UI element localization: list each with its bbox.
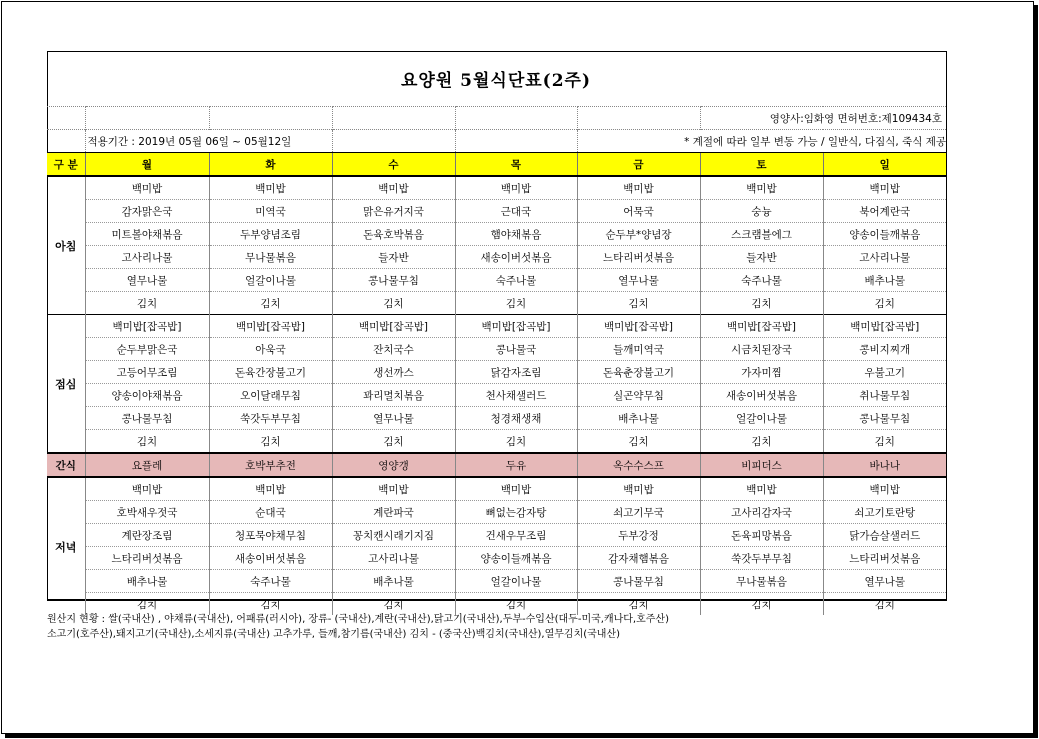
menu-item: 두부강정 (577, 524, 700, 547)
menu-item: 콩나물무침 (577, 570, 700, 593)
snack-row (47, 453, 946, 477)
menu-item: 백미밥[잡곡밥] (577, 315, 700, 338)
menu-item: 쇠고기무국 (577, 501, 700, 524)
day-header-row (47, 153, 946, 177)
menu-item: 북어계란국 (823, 200, 946, 223)
menu-item: 김치 (577, 593, 700, 616)
snack-item: 영양갱 (332, 453, 455, 477)
menu-item: 숙주나물 (700, 269, 823, 292)
menu-item: 가자미찜 (700, 361, 823, 384)
menu-item: 순대국 (209, 501, 332, 524)
menu-item: 콩나물무침 (85, 407, 209, 430)
lunch-row (47, 384, 946, 407)
page-title: 요양원 5월식단표(2주) (400, 71, 592, 91)
menu-item: 쑥갓두부무침 (700, 547, 823, 570)
menu-item: 실곤약무침 (577, 384, 700, 407)
menu-item: 배추나물 (577, 407, 700, 430)
menu-item: 백미밥 (209, 477, 332, 501)
menu-item: 고사리나물 (332, 547, 455, 570)
lunch-row (47, 430, 946, 454)
menu-item: 김치 (209, 430, 332, 454)
breakfast-row (47, 176, 946, 200)
menu-item: 백미밥 (455, 176, 577, 200)
menu-item: 백미밥 (332, 176, 455, 200)
menu-item: 김치 (455, 430, 577, 454)
menu-item: 느타리버섯볶음 (577, 246, 700, 269)
menu-item: 근대국 (455, 200, 577, 223)
breakfast-row (47, 223, 946, 246)
menu-item: 계란파국 (332, 501, 455, 524)
day-header: 금 (577, 153, 700, 177)
menu-item: 백미밥[잡곡밥] (332, 315, 455, 338)
nutritionist-row (47, 107, 946, 130)
lunch-row (47, 361, 946, 384)
day-header: 수 (332, 153, 455, 177)
origin-line-2: 소고기(호주산),돼지고기(국내산),소세지류(국내산) 고추가루, 들깨,참기름(국내산) 김치 - (중국산)백김치(국내산),열무김치(국내산) (47, 629, 621, 640)
menu-item: 배추나물 (85, 570, 209, 593)
menu-item: 돈육간장불고기 (209, 361, 332, 384)
menu-item: 백미밥[잡곡밥] (700, 315, 823, 338)
dinner-row (47, 570, 946, 593)
menu-item: 느타리버섯볶음 (823, 547, 946, 570)
breakfast-row (47, 200, 946, 223)
menu-item: 돈육춘장불고기 (577, 361, 700, 384)
menu-body (47, 153, 946, 616)
lunch-row (47, 315, 946, 338)
menu-item: 꽈리멸치볶음 (332, 384, 455, 407)
menu-item: 새송이버섯볶음 (700, 384, 823, 407)
menu-item: 숙주나물 (209, 570, 332, 593)
menu-item: 맑은유거지국 (332, 200, 455, 223)
menu-item: 콩나물무침 (823, 407, 946, 430)
menu-item: 숭늉 (700, 200, 823, 223)
snack-item: 바나나 (823, 453, 946, 477)
day-header: 일 (823, 153, 946, 177)
menu-item: 닭가슴살샐러드 (823, 524, 946, 547)
menu-item: 김치 (85, 430, 209, 454)
nutritionist-info: 영양사:임화영 면허번호:제109434호 (700, 107, 946, 130)
menu-item: 얼갈이나물 (455, 570, 577, 593)
snack-item: 요플레 (85, 453, 209, 477)
menu-item: 김치 (209, 593, 332, 616)
menu-item: 새송이버섯볶음 (209, 547, 332, 570)
dinner-row (47, 547, 946, 570)
breakfast-row (47, 292, 946, 315)
menu-item: 뼈없는감자탕 (455, 501, 577, 524)
menu-item: 시금치된장국 (700, 338, 823, 361)
menu-item: 열무나물 (823, 570, 946, 593)
dinner-label: 저녁 (55, 540, 77, 554)
menu-item: 꽁치캔시래기지짐 (332, 524, 455, 547)
menu-item: 열무나물 (577, 269, 700, 292)
day-header: 목 (455, 153, 577, 177)
menu-item: 백미밥 (823, 176, 946, 200)
menu-item: 김치 (700, 292, 823, 315)
menu-item: 청경채생채 (455, 407, 577, 430)
menu-table (47, 106, 946, 615)
menu-item: 두부양념조림 (209, 223, 332, 246)
breakfast-row (47, 246, 946, 269)
menu-item: 닭감자조림 (455, 361, 577, 384)
menu-item: 무나물볶음 (700, 570, 823, 593)
menu-item: 들깨미역국 (577, 338, 700, 361)
menu-item: 김치 (209, 292, 332, 315)
menu-item: 백미밥 (85, 477, 209, 501)
menu-item: 김치 (577, 292, 700, 315)
day-header: 월 (85, 153, 209, 177)
breakfast-row (47, 269, 946, 292)
menu-item: 잔치국수 (332, 338, 455, 361)
origin-info (47, 612, 669, 642)
snack-label: 간식 (47, 453, 85, 477)
menu-item: 양송이야채볶음 (85, 384, 209, 407)
menu-item: 감자채햄볶음 (577, 547, 700, 570)
dinner-row (47, 524, 946, 547)
menu-item: 감자맑은국 (85, 200, 209, 223)
lunch-label: 점심 (47, 315, 85, 454)
menu-item: 미트볼야채볶음 (85, 223, 209, 246)
menu-item: 청포묵야채무침 (209, 524, 332, 547)
menu-item: 콩비지찌개 (823, 338, 946, 361)
menu-item: 고사리나물 (823, 246, 946, 269)
menu-item: 어묵국 (577, 200, 700, 223)
dinner-row (47, 501, 946, 524)
snack-item: 호박부추전 (209, 453, 332, 477)
menu-item: 백미밥 (209, 176, 332, 200)
menu-item: 양송이들깨볶음 (455, 547, 577, 570)
menu-item: 백미밥 (332, 477, 455, 501)
menu-item: 호박새우젓국 (85, 501, 209, 524)
menu-item: 콩나물국 (455, 338, 577, 361)
menu-item: 김치 (577, 430, 700, 454)
menu-item: 백미밥 (823, 477, 946, 501)
menu-item: 김치 (455, 292, 577, 315)
menu-item: 김치 (85, 593, 209, 616)
menu-item: 김치 (823, 430, 946, 454)
menu-item: 백미밥 (700, 477, 823, 501)
menu-item: 김치 (85, 292, 209, 315)
menu-item: 양송이들깨볶음 (823, 223, 946, 246)
menu-item: 김치 (455, 593, 577, 616)
breakfast-label: 아침 (55, 239, 77, 253)
menu-item: 배추나물 (823, 269, 946, 292)
menu-item: 백미밥[잡곡밥] (823, 315, 946, 338)
menu-item: 생선까스 (332, 361, 455, 384)
menu-item: 배추나물 (332, 570, 455, 593)
menu-item: 무나물볶음 (209, 246, 332, 269)
dinner-row (47, 477, 946, 501)
day-header: 토 (700, 153, 823, 177)
menu-item: 김치 (332, 430, 455, 454)
menu-item: 들자반 (700, 246, 823, 269)
menu-item: 순두부맑은국 (85, 338, 209, 361)
menu-item: 우불고기 (823, 361, 946, 384)
menu-item: 콩나물무침 (332, 269, 455, 292)
menu-item: 열무나물 (332, 407, 455, 430)
menu-item: 미역국 (209, 200, 332, 223)
menu-item: 느타리버섯볶음 (85, 547, 209, 570)
menu-item: 백미밥[잡곡밥] (209, 315, 332, 338)
menu-item: 백미밥[잡곡밥] (85, 315, 209, 338)
menu-item: 아욱국 (209, 338, 332, 361)
menu-item: 얼갈이나물 (700, 407, 823, 430)
application-period: 적용기간 : 2019년 05월 06일 ~ 05월12일 (85, 130, 332, 153)
menu-item: 들자반 (332, 246, 455, 269)
menu-item: 열무나물 (85, 269, 209, 292)
menu-item: 햄야채볶음 (455, 223, 577, 246)
menu-item: 건새우무조림 (455, 524, 577, 547)
menu-item: 김치 (700, 593, 823, 616)
menu-item: 천사채샐러드 (455, 384, 577, 407)
menu-item: 백미밥 (577, 477, 700, 501)
menu-item: 새송이버섯볶음 (455, 246, 577, 269)
menu-item: 김치 (332, 292, 455, 315)
menu-item: 백미밥[잡곡밥] (455, 315, 577, 338)
menu-item: 순두부*양념장 (577, 223, 700, 246)
menu-item: 돈육피망볶음 (700, 524, 823, 547)
menu-item: 오이달래무침 (209, 384, 332, 407)
snack-item: 비피더스 (700, 453, 823, 477)
menu-item: 김치 (700, 430, 823, 454)
menu-item: 김치 (823, 292, 946, 315)
menu-item: 김치 (823, 593, 946, 616)
snack-item: 옥수수스프 (577, 453, 700, 477)
menu-item: 쑥갓두부무침 (209, 407, 332, 430)
menu-item: 백미밥 (85, 176, 209, 200)
period-row (47, 130, 946, 153)
lunch-row (47, 338, 946, 361)
menu-item: 숙주나물 (455, 269, 577, 292)
origin-line-1: 원산지 현황 : 쌀(국내산) , 야채류(국내산), 어패류(러시아), 장류- (국내산),계란(국내산),닭고기(국내산),두부-수입산(대두-미국,캐나다,호주산) (47, 614, 669, 625)
menu-item: 백미밥 (455, 477, 577, 501)
menu-item: 돈육호박볶음 (332, 223, 455, 246)
menu-item: 김치 (332, 593, 455, 616)
menu-item: 고등어무조림 (85, 361, 209, 384)
menu-item: 고사리감자국 (700, 501, 823, 524)
menu-item: 백미밥 (577, 176, 700, 200)
menu-item: 백미밥 (700, 176, 823, 200)
menu-item: 얼갈이나물 (209, 269, 332, 292)
menu-item: 스크램블에그 (700, 223, 823, 246)
menu-note: * 계절에 따라 일부 변동 가능 / 일반식, 다짐식, 죽식 제공 (577, 130, 946, 153)
category-header: 구 분 (47, 153, 85, 177)
menu-item: 취나물무침 (823, 384, 946, 407)
menu-item: 계란장조림 (85, 524, 209, 547)
snack-item: 두유 (455, 453, 577, 477)
lunch-row (47, 407, 946, 430)
menu-item: 고사리나물 (85, 246, 209, 269)
day-header: 화 (209, 153, 332, 177)
menu-item: 쇠고기토란탕 (823, 501, 946, 524)
